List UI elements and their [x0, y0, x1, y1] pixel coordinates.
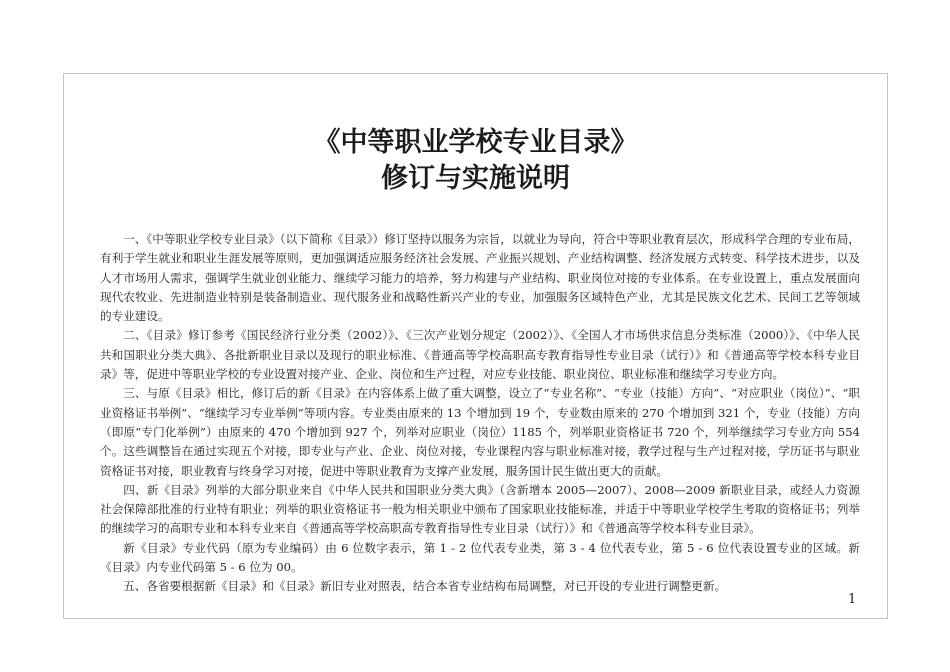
paragraph-5: 新《目录》专业代码（原为专业编码）由 6 位数字表示，第 1 - 2 位代表专业类，第 3 - 4 位代表专业，第 5 - 6 位代表设置专业的区域。新《目录》内专业代码第 5 - 6 位为 00。 [100, 540, 860, 575]
paragraph-2: 二、《目录》修订参考《国民经济行业分类（2002）》、《三次产业划分规定（2002）》、《全国人才市场供求信息分类标准（2000）》、《中华人民共和国职业分类大典》、各批新职业目录以及现行的职业标准、《普通高等学校高职高专教育指导性专业目录（试行）》和《普通高等学校本科专业目录》等，促进中等职业学校的专业设置对接产业、企业、岗位和生产过程，对应专业技能、职业岗位、职业标准和继续学习专业方向。 [100, 328, 860, 382]
document-title-block [63, 125, 888, 197]
paragraph-1: 一、《中等职业学校专业目录》（以下简称《目录》）修订坚持以服务为宗旨，以就业为导向，符合中等职业教育层次，形成科学合理的专业布局，有利于学生就业和职业生涯发展等原则，更加强调适应服务经济社会发展、产业振兴规划、产业结构调整、经济发展方式转变、科学技术进步，以及人才市场用人需求，强调学生就业创业能力、继续学习能力的培养，努力构建与产业结构、职业岗位对接的专业体系。在专业设置上，重点发展面向现代农牧业、先进制造业特别是装备制造业、现代服务业和战略性新兴产业的专业，加强服务区域特色产业，尤其是民族文化艺术、民间工艺等领域的专业建设。 [100, 232, 860, 324]
page-number: 1 [848, 592, 857, 607]
paragraph-6: 五、各省要根据新《目录》和《目录》新旧专业对照表，结合本省专业结构布局调整，对已开设的专业进行调整更新。 [123, 579, 727, 594]
document-body [100, 230, 860, 597]
document-subtitle: 修订与实施说明 [381, 163, 570, 194]
paragraph-4: 四、新《目录》列举的大部分职业来自《中华人民共和国职业分类大典》（含新增本 2005—2007）、2008—2009 新职业目录，或经人力资源社会保障部批准的行业特有职业；列举的职业资格证书一般为相关职业中颁布了国家职业技能标准，并适于中等职业学校学生考取的资格证书；列举的继续学习的高职专业和本科专业来自《普通高等学校高职高专教育指导性专业目录（试行）》和《普通高等学校本科专业目录》。 [100, 482, 860, 536]
paragraph-3: 三、与原《目录》相比，修订后的新《目录》在内容体系上做了重大调整，设立了“专业名称”、“专业（技能）方向”、“对应职业（岗位）”、“职业资格证书举例”、“继续学习专业举例”等项内容。专业类由原来的 13 个增加到 19 个，专业数由原来的 270 个增加到 321 个，专业（技能）方向（即原“专门化举例”）由原来的 470 个增加到 927 个，列举对应职业（岗位）1185 个，列举职业资格证书 720 个，列举继续学习专业方向 554 个。这些调整旨在通过实现五个对接，即专业与产业、企业、岗位对接，专业课程内容与职业标准对接，教学过程与生产过程对接，学历证书与职业资格证书对接，职业教育与终身学习对接，促进中等职业教育为支撑产业发展，服务国计民生做出更大的贡献。 [100, 386, 860, 478]
document-title: 《中等职业学校专业目录》 [313, 127, 638, 158]
